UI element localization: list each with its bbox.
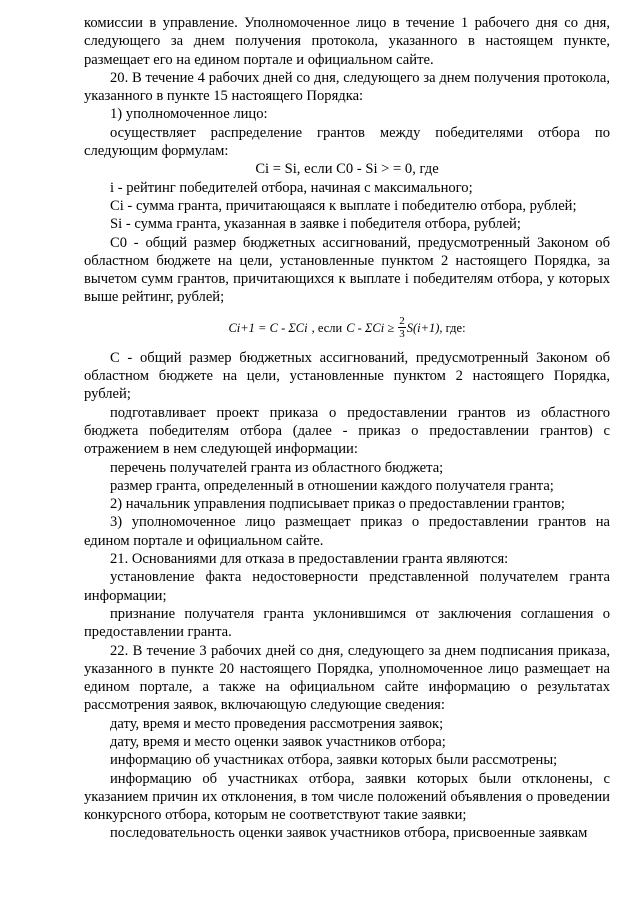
paragraph-item-22: 22. В течение 3 рабочих дней со дня, следующего за днем подписания приказа, указанного в пункте 20 настоящего Порядка, уполномоченное лицо размещает на едином портале, а также на официальном сайте информацию о результатах рассмотрения заявок, включающую следующие сведения: <box>84 642 610 714</box>
formula-2 <box>84 307 610 349</box>
paragraph: размер гранта, определенный в отношении каждого получателя гранта; <box>110 477 554 494</box>
paragraph: дату, время и место оценки заявок участников отбора; <box>110 733 446 750</box>
formula-2-lhs: Ci+1 = C - ΣCi <box>228 320 308 335</box>
fraction-numerator: 2 <box>399 315 405 328</box>
paragraph: i - рейтинг победителей отбора, начиная с максимального; <box>110 179 473 196</box>
paragraph: 3) уполномоченное лицо размещает приказ о предоставлении грантов на едином портале и официальном сайте. <box>84 514 610 549</box>
formula-2-condition: C - ΣCi ≥ <box>346 320 395 335</box>
paragraph: 2) начальник управления подписывает приказ о предоставлении грантов; <box>110 496 565 513</box>
paragraph: перечень получателей гранта из областного бюджета; <box>110 459 444 476</box>
formula-2-rhs: S(i+1) <box>406 320 440 335</box>
paragraph: установление факта недостоверности представленной получателем гранта информации; <box>84 569 610 604</box>
fraction-denominator: 3 <box>399 328 405 341</box>
paragraph: комиссии в управление. Уполномоченное лицо в течение 1 рабочего дня со дня, следующего за днем получения протокола, указанного в настоящем пункте, размещает его на едином портале и официальном сайте. <box>84 15 610 68</box>
paragraph: C - общий размер бюджетных ассигнований, предусмотренный Законом об областном бюджете на цели, установленные пунктом 2 настоящего Порядка, рублей; <box>84 349 610 403</box>
paragraph: C0 - общий размер бюджетных ассигнований, предусмотренный Законом об областном бюджете на цели, установленные пунктом 2 настоящего Порядка, за вычетом сумм грантов, причитающихся к выплате i победителям отбора, у которых выше рейтинг, рублей; <box>84 234 610 306</box>
paragraph-item-21: 21. Основаниями для отказа в предоставлении гранта являются: <box>110 551 509 568</box>
formula-2-if: , если <box>311 320 343 335</box>
document-page <box>84 14 610 843</box>
paragraph: информацию об участниках отбора, заявки которых были рассмотрены; <box>110 752 558 769</box>
paragraph: 1) уполномоченное лицо: <box>110 106 268 123</box>
paragraph: информацию об участниках отбора, заявки которых были отклонены, с указанием причин их отклонения, в том числе положений объявления о проведении конкурсного отбора, которым не соответствуют такие заявки; <box>84 770 610 824</box>
formula-2-fraction <box>398 315 406 340</box>
paragraph: Si - сумма гранта, указанная в заявке i победителя отбора, рублей; <box>110 216 521 233</box>
formula-2-tail: , где: <box>439 320 466 335</box>
paragraph: дату, время и место проведения рассмотрения заявок; <box>110 715 444 732</box>
paragraph: осуществляет распределение грантов между победителями отбора по следующим формулам: <box>84 124 610 160</box>
paragraph: подготавливает проект приказа о предоставлении грантов из областного бюджета победителям отбора (далее - приказ о предоставлении грантов) с отражением в нем следующей информации: <box>84 404 610 458</box>
paragraph: последовательность оценки заявок участников отбора, присвоенные заявкам <box>110 825 588 842</box>
formula-1: Ci = Si, если C0 - Si > = 0, где <box>255 161 439 178</box>
paragraph: Ci - сумма гранта, причитающаяся к выплате i победителю отбора, рублей; <box>110 197 577 214</box>
paragraph: признание получателя гранта уклонившимся от заключения соглашения о предоставлении гранта. <box>84 605 610 641</box>
paragraph-item-20: 20. В течение 4 рабочих дней со дня, следующего за днем получения протокола, указанного в пункте 15 настоящего Порядка: <box>84 69 610 105</box>
